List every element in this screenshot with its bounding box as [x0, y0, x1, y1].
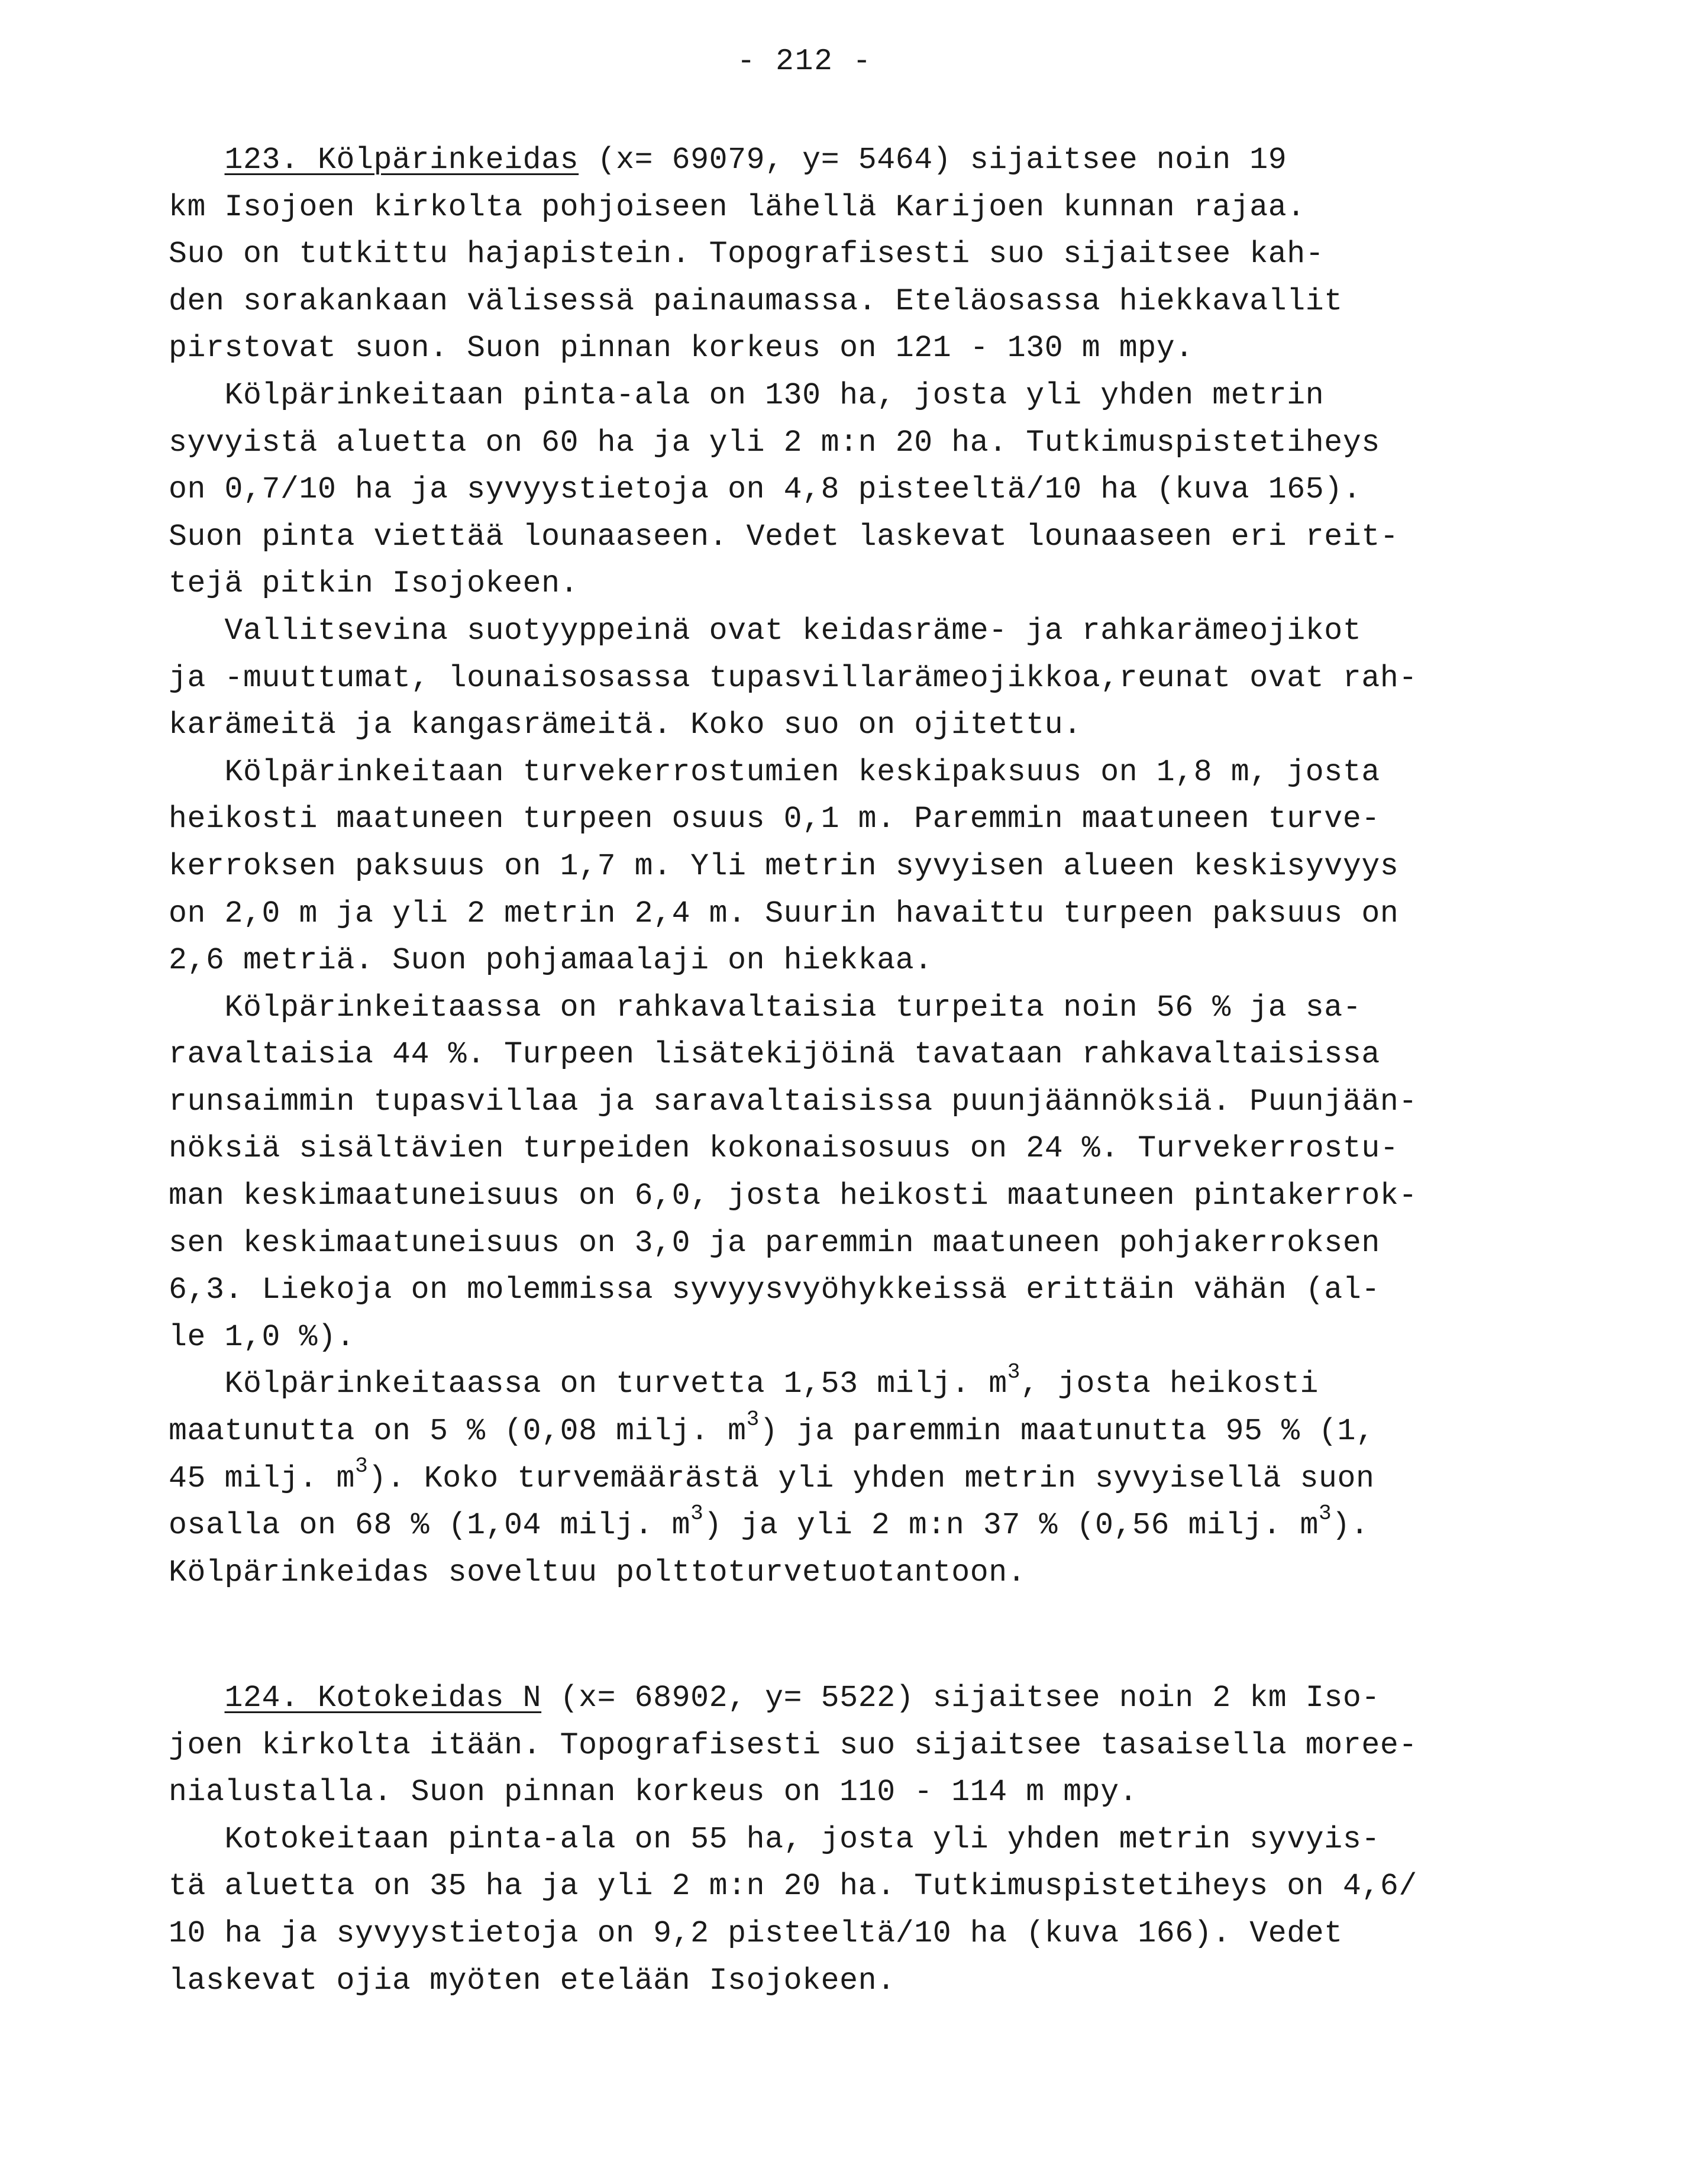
text-line: sen keskimaatuneisuus on 3,0 ja paremmin maatuneen pohjakerroksen — [169, 1226, 1380, 1261]
text-line: 6,3. Liekoja on molemmissa syvyysvyöhykkeissä erittäin vähän (al- — [169, 1273, 1380, 1308]
text-line: maatunutta on 5 % (0,08 milj. $m^3$) ja paremmin maatunutta 95 % (1, — [169, 1407, 1375, 1449]
text-line: 10 ha ja syvyystietoja on 9,2 pisteeltä/10 ha (kuva 166). Vedet — [169, 1916, 1343, 1951]
text-line: heikosti maatuneen turpeen osuus 0,1 m. Paremmin maatuneen turve- — [169, 802, 1380, 837]
text-line: Kölpärinkeitaassa on turvetta 1,53 milj. $m^3$, josta heikosti — [169, 1360, 1319, 1402]
text-line: 123. Kölpärinkeidas (x= 69079, y= 5464) sijaitsee noin 19 — [224, 143, 1287, 177]
text-line: km Isojoen kirkolta pohjoiseen lähellä Karijoen kunnan rajaa. — [169, 190, 1306, 225]
text-line: runsaimmin tupasvillaa ja saravaltaisissa puunjäännöksiä. Puunjään- — [169, 1084, 1417, 1119]
text-line: Kotokeitaan pinta-ala on 55 ha, josta yli yhden metrin syvyis- — [169, 1822, 1380, 1857]
page-number: - 212 - — [737, 45, 873, 79]
text-line: 2,6 metriä. Suon pohjamaalaji on hiekkaa. — [169, 944, 933, 978]
text-line: Kölpärinkeidas soveltuu polttoturvetuotantoon. — [169, 1555, 1026, 1590]
section-heading: 123. Kölpärinkeidas — [224, 143, 579, 177]
text-line: Suon pinta viettää lounaaseen. Vedet laskevat lounaaseen eri reit- — [169, 519, 1399, 554]
text-line: tä aluetta on 35 ha ja yli 2 m:n 20 ha. Tutkimuspistetiheys on 4,6/ — [169, 1869, 1417, 1904]
text-line: ravaltaisia 44 %. Turpeen lisätekijöinä tavataan rahkavaltaisissa — [169, 1038, 1380, 1072]
text-line: nialustalla. Suon pinnan korkeus on 110 - 114 m mpy. — [169, 1775, 1138, 1810]
text-line: tejä pitkin Isojokeen. — [169, 567, 579, 602]
text-line: laskevat ojia myöten etelään Isojokeen. — [169, 1963, 896, 1998]
text-line: kerroksen paksuus on 1,7 m. Yli metrin syvyisen alueen keskisyvyys — [169, 849, 1399, 884]
text-line: on 2,0 m ja yli 2 metrin 2,4 m. Suurin havaittu turpeen paksuus on — [169, 896, 1399, 931]
text-line: 124. Kotokeidas N (x= 68902, y= 5522) sijaitsee noin 2 km Iso- — [224, 1681, 1380, 1715]
text-line: man keskimaatuneisuus on 6,0, josta heikosti maatuneen pintakerrok- — [169, 1179, 1417, 1214]
section-123-text — [169, 137, 1529, 1597]
text-line: pirstovat suon. Suon pinnan korkeus on 121 - 130 m mpy. — [169, 331, 1194, 366]
text-line: joen kirkolta itään. Topografisesti suo sijaitsee tasaisella moree- — [169, 1728, 1417, 1763]
text-line: ja -muuttumat, lounaisosassa tupasvillarämeojikkoa,reunat ovat rah- — [169, 661, 1417, 696]
text-line: den sorakankaan välisessä painaumassa. Eteläosassa hiekkavallit — [169, 284, 1343, 319]
section-124-text — [169, 1675, 1529, 2005]
text-line: le 1,0 %). — [169, 1320, 356, 1355]
text-line: syvyistä aluetta on 60 ha ja yli 2 m:n 20 ha. Tutkimuspistetiheys — [169, 425, 1380, 460]
text-line: nöksiä sisältävien turpeiden kokonaisosuus on 24 %. Turvekerrostu- — [169, 1132, 1399, 1167]
text-line: on 0,7/10 ha ja syvyystietoja on 4,8 pisteeltä/10 ha (kuva 165). — [169, 473, 1362, 508]
text-line: Kölpärinkeitaan pinta-ala on 130 ha, josta yli yhden metrin — [169, 378, 1325, 413]
text-line: karämeitä ja kangasrämeitä. Koko suo on ojitettu. — [169, 708, 1082, 743]
text-line: 45 milj. $m^3$). Koko turvemäärästä yli yhden metrin syvyisellä suon — [169, 1454, 1375, 1496]
text-line: Suo on tutkittu hajapistein. Topografisesti suo sijaitsee kah- — [169, 237, 1325, 272]
text-line: Vallitsevina suotyyppeinä ovat keidasräme- ja rahkarämeojikot — [169, 613, 1362, 648]
text-line: osalla on 68 % (1,04 milj. $m^3$) ja yli 2 m:n 37 % (0,56 milj. $m^3$). — [169, 1501, 1370, 1543]
section-heading: 124. Kotokeidas N — [224, 1681, 542, 1715]
text-line: Kölpärinkeitaan turvekerrostumien keskipaksuus on 1,8 m, josta — [169, 755, 1380, 790]
text-line: Kölpärinkeitaassa on rahkavaltaisia turpeita noin 56 % ja sa- — [169, 990, 1362, 1025]
